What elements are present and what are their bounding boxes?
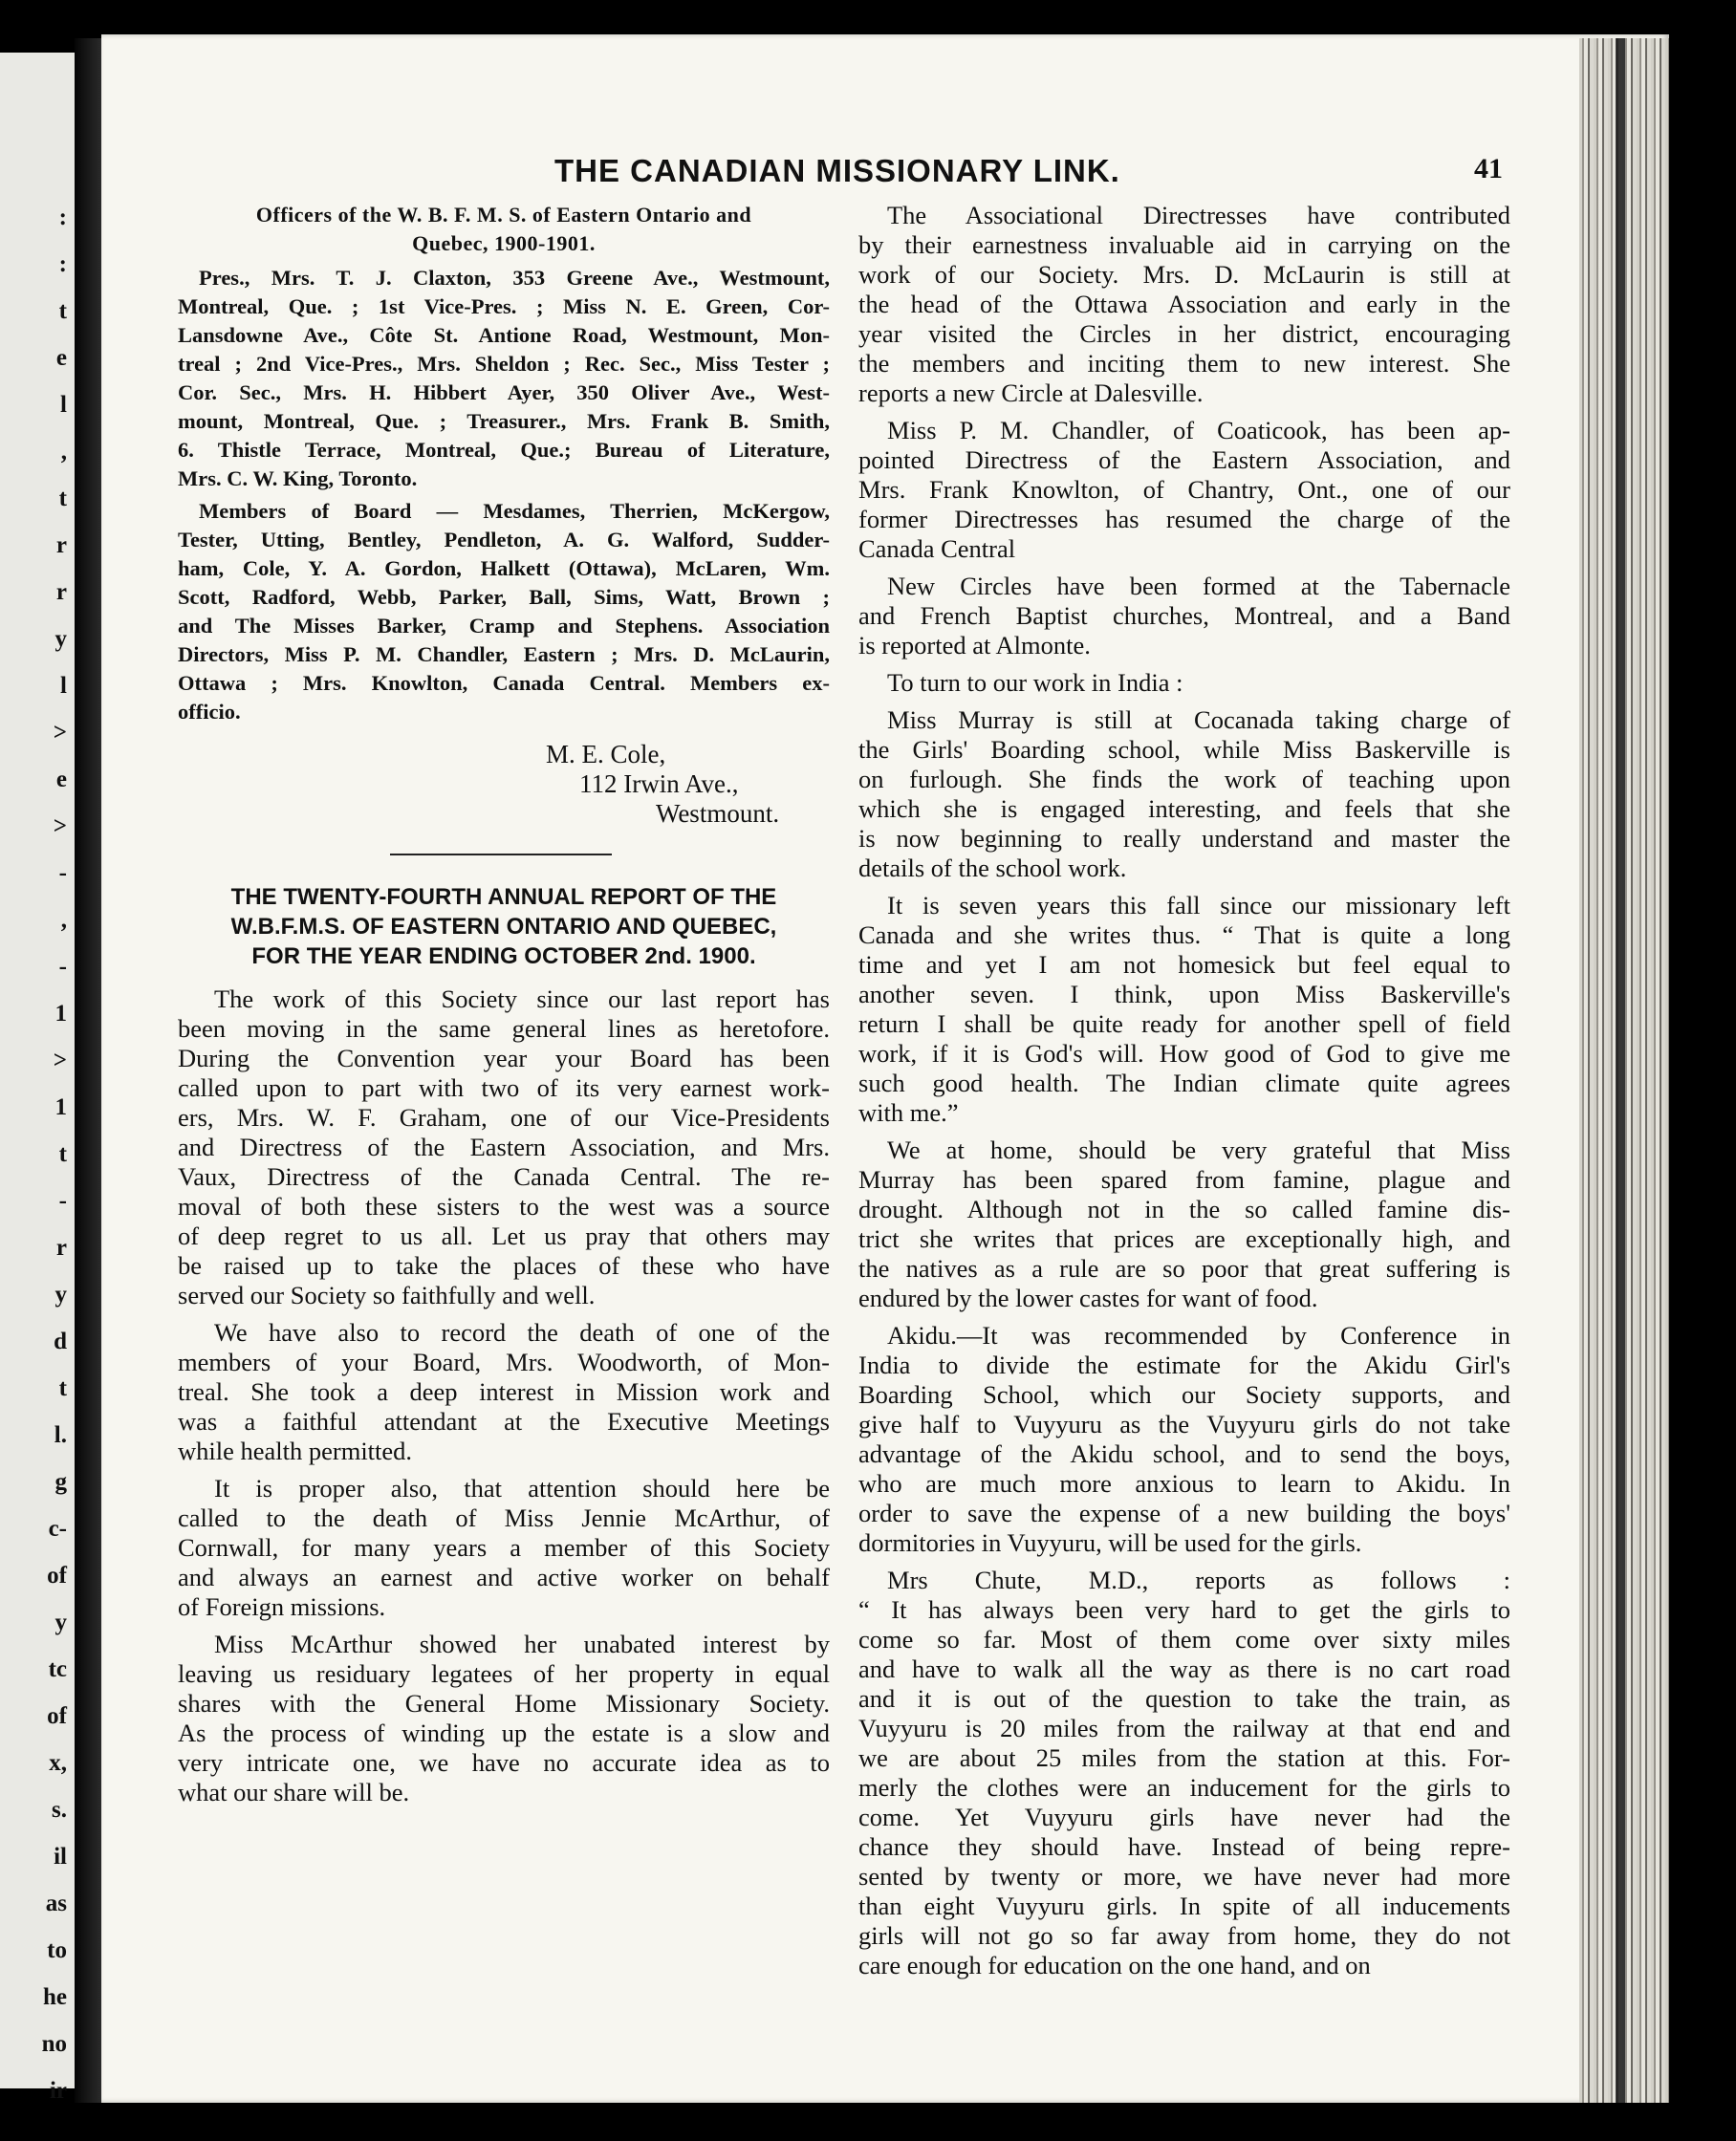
signature-block <box>178 740 830 829</box>
body-line: leaving us residuary legatees of her property in equal <box>178 1659 830 1688</box>
body-line: shares with the General Home Missionary Society. <box>178 1689 830 1718</box>
body-line: of Foreign missions. <box>178 1592 386 1621</box>
members-line: Directors, Miss P. M. Chandler, Eastern ; Mrs. D. McLaurin, <box>178 642 830 666</box>
body-line: time and yet I am not homesick but feel equal to <box>858 950 1510 979</box>
body-line: Boarding School, which our Society supports, and <box>858 1380 1510 1409</box>
body-line: the head of the Ottawa Association and early in the <box>858 290 1510 318</box>
body-line: order to save the expense of a new building the boys' <box>858 1499 1510 1527</box>
body-line: very intricate one, we have no accurate idea as to <box>178 1748 830 1777</box>
body-line: We at home, should be very grateful that Miss <box>887 1135 1510 1164</box>
body-line: Mrs. Frank Knowlton, of Chantry, Ont., one of our <box>858 475 1510 504</box>
officers-line: mount, Montreal, Que. ; Treasurer., Mrs. Frank B. Smith, <box>178 409 830 433</box>
running-head <box>344 153 1503 191</box>
members-line: Scott, Radford, Webb, Parker, Ball, Sims, Watt, Brown ; <box>178 585 830 609</box>
officers-block <box>178 201 830 726</box>
body-line: reports a new Circle at Dalesville. <box>858 378 1204 407</box>
facing-page-fragment: d <box>54 1329 67 1354</box>
body-line: served our Society so faithfully and well. <box>178 1281 596 1309</box>
body-line: be raised up to take the places of these who have <box>178 1251 830 1280</box>
body-line: ers, Mrs. W. F. Graham, one of our Vice-Presidents <box>178 1103 830 1132</box>
signature-line: 112 Irwin Ave., <box>579 769 739 798</box>
body-line: endured by the lower castes for want of food. <box>858 1284 1318 1312</box>
facing-page-fragment: e <box>55 345 67 371</box>
facing-page-fragment: s. <box>52 1797 67 1823</box>
body-line: moval of both these sisters to the west was a source <box>178 1192 830 1221</box>
members-line: Tester, Utting, Bentley, Pendleton, A. G. Walford, Sudder- <box>178 528 830 551</box>
body-line: Miss P. M. Chandler, of Coaticook, has been ap- <box>887 416 1510 444</box>
signature-line: M. E. Cole, <box>546 740 666 768</box>
book-gutter <box>75 38 103 2103</box>
body-line: Miss McArthur showed her unabated interest by <box>214 1630 830 1658</box>
body-line: of deep regret to us all. Let us pray that others may <box>178 1222 830 1250</box>
body-line: Mrs Chute, M.D., reports as follows : <box>887 1566 1510 1594</box>
officers-line: Pres., Mrs. T. J. Claxton, 353 Greene Ave., Westmount, <box>199 266 830 290</box>
facing-page-fragment: as <box>45 1891 67 1916</box>
facing-page-fragment: t <box>58 486 67 511</box>
body-line: Canada Central <box>858 534 1016 563</box>
body-line: such good health. The Indian climate quite agrees <box>858 1069 1510 1097</box>
officers-line: treal ; 2nd Vice-Pres., Mrs. Sheldon ; Rec. Sec., Miss Tester ; <box>178 352 830 376</box>
body-line: was a faithful attendant at the Executive Meetings <box>178 1407 830 1436</box>
facing-page-fragment: > <box>53 1048 67 1073</box>
body-line: Canada and she writes thus. “ That is quite a long <box>858 920 1510 949</box>
body-line: India to divide the estimate for the Akidu Girl's <box>858 1351 1510 1379</box>
body-line: who are much more anxious to learn to Akidu. In <box>858 1469 1510 1498</box>
facing-page-fragment: l. <box>54 1422 67 1448</box>
facing-page-fragment: 1 <box>54 1001 67 1027</box>
facing-page-fragment: e <box>55 767 67 792</box>
body-line: Miss Murray is still at Cocanada taking charge of <box>887 705 1510 734</box>
body-line: advantage of the Akidu school, and to send the boys, <box>858 1439 1510 1468</box>
body-line: “ It has always been very hard to get the girls to <box>858 1595 1510 1624</box>
members-line: and The Misses Barker, Cramp and Stephens. Association <box>178 614 830 638</box>
facing-page-fragment: y <box>54 626 67 652</box>
body-line: chance they should have. Instead of being repre- <box>858 1832 1510 1861</box>
body-line: and have to walk all the way as there is no cart road <box>858 1654 1510 1683</box>
journal-title: THE CANADIAN MISSIONARY LINK. <box>554 153 1120 188</box>
officers-line: Lansdowne Ave., Côte St. Antione Road, Westmount, Mon- <box>178 323 830 347</box>
facing-page-fragment: 1 <box>54 1094 67 1120</box>
members-line: Ottawa ; Mrs. Knowlton, Canada Central. Members ex- <box>178 671 830 695</box>
body-line: than eight Vuyyuru girls. In spite of all inducements <box>858 1892 1510 1920</box>
body-line: and French Baptist churches, Montreal, and a Band <box>858 601 1510 630</box>
facing-page-fragment: he <box>43 1984 67 2010</box>
facing-page-fragment: no <box>41 2031 67 2057</box>
body-line: New Circles have been formed at the Tabernacle <box>887 572 1510 600</box>
facing-page-fragment: l <box>60 392 67 418</box>
facing-page-fragment: t <box>58 298 67 324</box>
body-line: merly the clothes were an inducement for the girls to <box>858 1773 1510 1802</box>
body-line: which she is engaged interesting, and feels that she <box>858 794 1510 823</box>
report-title-line: W.B.F.M.S. OF EASTERN ONTARIO AND QUEBEC, <box>230 914 777 940</box>
section-rule <box>390 854 612 855</box>
body-line: former Directresses has resumed the charge of the <box>858 505 1510 533</box>
members-line: ham, Cole, Y. A. Gordon, Halkett (Ottawa), McLaren, Wm. <box>178 556 830 580</box>
body-line: is now beginning to really understand and master the <box>858 824 1510 853</box>
body-line: It is proper also, that attention should here be <box>214 1474 830 1503</box>
facing-page-fragment: of <box>47 1703 67 1729</box>
facing-page-fragment: > <box>53 813 67 839</box>
body-line: come so far. Most of them come over sixty miles <box>858 1625 1510 1654</box>
body-line: We have also to record the death of one of the <box>214 1318 830 1347</box>
body-line: while health permitted. <box>178 1437 413 1465</box>
body-line: Cornwall, for many years a member of this Society <box>178 1533 830 1562</box>
body-line: Murray has been spared from famine, plague and <box>858 1165 1510 1194</box>
body-line: what our share will be. <box>178 1778 410 1806</box>
body-line: dormitories in Vuyyuru, will be used for the girls. <box>858 1528 1362 1557</box>
facing-page-fragment: - <box>58 860 67 886</box>
body-line: The Associational Directresses have contributed <box>887 201 1510 229</box>
body-line: with me.” <box>858 1098 959 1127</box>
facing-page-fragment: - <box>58 1188 67 1214</box>
body-line: treal. She took a deep interest in Mission work and <box>178 1377 830 1406</box>
body-line: give half to Vuyyuru as the Vuyyuru girls do not take <box>858 1410 1510 1438</box>
body-line: members of your Board, Mrs. Woodworth, of Mon- <box>178 1348 830 1376</box>
body-line: trict she writes that prices are exceptionally high, and <box>858 1224 1510 1253</box>
body-line: by their earnestness invaluable aid in carrying on the <box>858 230 1510 259</box>
body-line: is reported at Almonte. <box>858 631 1091 660</box>
facing-page-fragment: x, <box>49 1750 67 1776</box>
body-line: pointed Directress of the Eastern Association, and <box>858 445 1510 474</box>
facing-page-fragment: r <box>55 1235 67 1261</box>
body-line: and Directress of the Eastern Association, and Mrs. <box>178 1133 830 1161</box>
facing-page-fragment: - <box>58 954 67 980</box>
body-line: called to the death of Miss Jennie McArthur, of <box>178 1503 830 1532</box>
body-line: sented by twenty or more, we have never had more <box>858 1862 1510 1891</box>
body-line: been moving in the same general lines as heretofore. <box>178 1014 830 1043</box>
facing-page-fragment: : <box>58 205 67 230</box>
facing-page-fragment: l <box>60 673 67 699</box>
body-line: the Girls' Boarding school, while Miss Baskerville is <box>858 735 1510 764</box>
facing-page-edge <box>0 53 75 2104</box>
body-line: Akidu.—It was recommended by Conference in <box>887 1321 1510 1350</box>
body-line: care enough for education on the one hand, and on <box>858 1951 1371 1979</box>
facing-page-fragment: , <box>60 907 67 933</box>
signature-line: Westmount. <box>656 799 780 828</box>
facing-page-fragment: t <box>58 1141 67 1167</box>
body-line: To turn to our work in India : <box>887 668 1183 697</box>
facing-page-fragment: g <box>54 1469 67 1495</box>
report-body <box>178 984 830 1807</box>
officers-line: Cor. Sec., Mrs. H. Hibbert Ayer, 350 Oliver Ave., West- <box>178 380 830 404</box>
page-stack-shadow <box>1616 38 1625 2103</box>
body-line: Vuyyuru is 20 miles from the railway at that end and <box>858 1714 1510 1742</box>
body-line: Vaux, Directress of the Canada Central. The re- <box>178 1162 830 1191</box>
facing-page-fragment: , <box>60 439 67 465</box>
report-title-line: FOR THE YEAR ENDING OCTOBER 2nd. 1900. <box>251 943 756 969</box>
body-line: year visited the Circles in her district, encouraging <box>858 319 1510 348</box>
body-line: girls will not go so far away from home, they do not <box>858 1921 1510 1950</box>
left-column <box>178 201 830 1807</box>
facing-page-fragment: to <box>47 1937 67 1963</box>
facing-page-fragment: t <box>58 1375 67 1401</box>
officers-line: Montreal, Que. ; 1st Vice-Pres. ; Miss N. E. Green, Cor- <box>178 294 830 318</box>
body-line: The work of this Society since our last report has <box>214 984 830 1013</box>
body-line: work of our Society. Mrs. D. McLaurin is still at <box>858 260 1510 289</box>
body-line: and it is out of the question to take the train, as <box>858 1684 1510 1713</box>
facing-page-fragment: y <box>54 1610 67 1635</box>
body-line: called upon to part with two of its very earnest work- <box>178 1073 830 1102</box>
right-column <box>858 201 1510 1980</box>
officers-line: Mrs. C. W. King, Toronto. <box>178 466 418 490</box>
body-line: another seven. I think, upon Miss Baskerville's <box>858 980 1510 1008</box>
facing-page-fragment: c- <box>48 1516 67 1542</box>
body-line: It is seven years this fall since our missionary left <box>887 891 1510 919</box>
body-line: details of the school work. <box>858 854 1127 882</box>
body-line: the natives as a rule are so poor that great suffering is <box>858 1254 1510 1283</box>
facing-page-fragment: il <box>54 1844 67 1870</box>
body-line: on furlough. She finds the work of teaching upon <box>858 765 1510 793</box>
body-line: During the Convention year your Board has been <box>178 1044 830 1072</box>
facing-page-fragment: r <box>55 579 67 605</box>
members-line: officio. <box>178 700 241 724</box>
officers-heading: Officers of the W. B. F. M. S. of Eastern Ontario and <box>255 203 752 227</box>
page-number: 41 <box>1474 153 1503 184</box>
facing-page-fragment: y <box>54 1282 67 1308</box>
body-line: drought. Although not in the so called famine dis- <box>858 1195 1510 1223</box>
report-title <box>178 882 830 971</box>
facing-page-fragment: of <box>47 1563 67 1589</box>
facing-page-fragment: > <box>53 720 67 746</box>
body-line: work, if it is God's will. How good of God to give me <box>858 1039 1510 1068</box>
report-title-line: THE TWENTY-FOURTH ANNUAL REPORT OF THE <box>230 884 777 910</box>
facing-page-fragment: ir <box>49 2078 67 2104</box>
facing-page-fragment: tc <box>48 1656 67 1682</box>
members-line: Members of Board — Mesdames, Therrien, McKergow, <box>199 499 830 523</box>
body-line: return I shall be quite ready for another spell of field <box>858 1009 1510 1038</box>
body-line: the members and inciting them to new interest. She <box>858 349 1510 378</box>
body-line: we are about 25 miles from the station at this. For- <box>858 1743 1510 1772</box>
body-line: As the process of winding up the estate is a slow and <box>178 1719 830 1747</box>
facing-page-fragment: : <box>58 251 67 277</box>
body-line: come. Yet Vuyyuru girls have never had the <box>858 1803 1510 1831</box>
officers-line: 6. Thistle Terrace, Montreal, Que.; Bureau of Literature, <box>178 438 830 462</box>
officers-heading: Quebec, 1900-1901. <box>412 231 596 255</box>
facing-page-fragment: r <box>55 532 67 558</box>
body-line: and always an earnest and active worker on behalf <box>178 1563 830 1591</box>
